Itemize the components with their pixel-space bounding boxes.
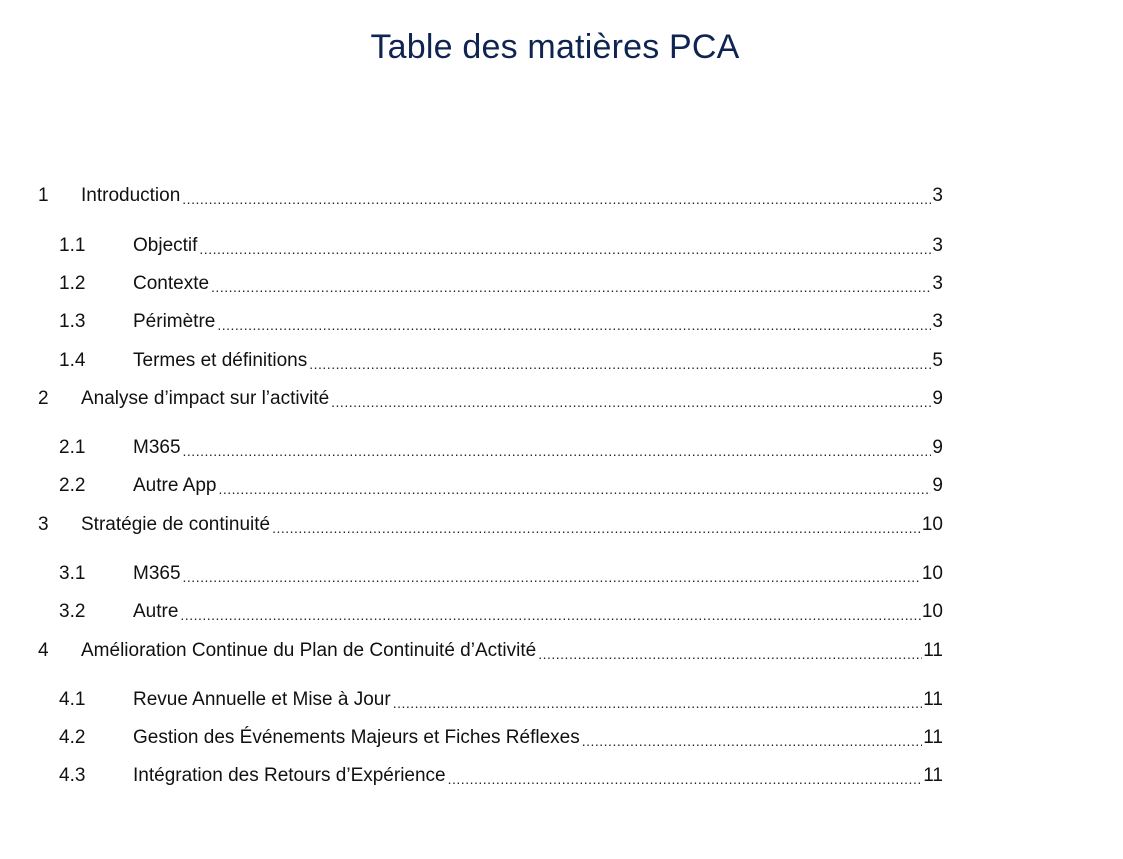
toc-entry[interactable] (59, 345, 943, 373)
toc-entry-page: 9 (932, 388, 943, 409)
toc-entry-page: 9 (932, 475, 943, 496)
toc-entry[interactable] (59, 722, 943, 750)
toc-entry-number: 4.3 (59, 765, 86, 786)
toc-entry-number: 3.2 (59, 601, 86, 622)
toc-entry-label: Revue Annuelle et Mise à Jour (133, 689, 391, 710)
toc-dot-leader (183, 436, 932, 460)
toc-entry-label: Termes et définitions (133, 350, 308, 371)
toc-entry-page: 3 (932, 273, 943, 294)
toc-entry-label: Analyse d’impact sur l’activité (81, 388, 330, 409)
toc-dot-leader (331, 387, 931, 411)
toc-entry-number: 3 (38, 514, 49, 535)
toc-dot-leader (211, 272, 931, 296)
toc-entry-number: 1 (38, 185, 49, 206)
toc-entry-number: 3.1 (59, 563, 86, 584)
toc-dot-leader (538, 639, 922, 663)
toc-entry[interactable] (59, 558, 943, 586)
toc-dot-leader (199, 234, 931, 258)
toc-dot-leader (272, 513, 921, 537)
toc-entry-label: Objectif (133, 235, 198, 256)
toc-entry-label: Gestion des Événements Majeurs et Fiches Réflexes (133, 727, 580, 748)
toc-entry-page: 11 (923, 765, 943, 786)
toc-entry[interactable] (59, 230, 943, 258)
toc-entry-page: 11 (923, 727, 943, 748)
toc-dot-leader (448, 764, 923, 788)
toc-entry-page: 11 (923, 640, 943, 661)
toc-entry-number: 4.1 (59, 689, 86, 710)
toc-dot-leader (180, 600, 920, 624)
toc-dot-leader (582, 726, 923, 750)
toc-dot-leader (183, 562, 921, 586)
toc-entry-number: 2 (38, 388, 49, 409)
toc-entry-number: 1.1 (59, 235, 86, 256)
toc-entry-page: 11 (923, 689, 943, 710)
toc-entry[interactable] (59, 432, 943, 460)
toc-entry[interactable] (59, 268, 943, 296)
toc-entry-number: 4 (38, 640, 49, 661)
toc-entry-label: M365 (133, 437, 181, 458)
toc-entry[interactable] (38, 180, 943, 208)
toc-entry-label: Stratégie de continuité (81, 514, 271, 535)
page-title: Table des matières PCA (370, 28, 740, 66)
toc-entry-number: 1.4 (59, 350, 86, 371)
toc-dot-leader (217, 310, 931, 334)
toc-entry-label: Périmètre (133, 311, 216, 332)
toc-entry-label: M365 (133, 563, 181, 584)
toc-entry-label: Introduction (81, 185, 181, 206)
toc-entry-label: Amélioration Continue du Plan de Continuité d’Activité (81, 640, 537, 661)
toc-entry[interactable] (59, 596, 943, 624)
toc-entry-number: 4.2 (59, 727, 86, 748)
toc-entry-label: Autre App (133, 475, 217, 496)
toc-entry-page: 5 (932, 350, 943, 371)
toc-entry-number: 1.3 (59, 311, 86, 332)
toc-entry[interactable] (59, 760, 943, 788)
toc-entry-number: 2.2 (59, 475, 86, 496)
toc-entry[interactable] (59, 470, 943, 498)
toc-entry-page: 3 (932, 311, 943, 332)
toc-dot-leader (182, 184, 931, 208)
toc-entry[interactable] (59, 306, 943, 334)
toc-entry[interactable] (38, 383, 943, 411)
toc-entry-page: 10 (921, 563, 943, 584)
toc-entry-label: Intégration des Retours d’Expérience (133, 765, 446, 786)
toc-entry[interactable] (38, 509, 943, 537)
toc-entry-page: 10 (921, 601, 943, 622)
toc-entry-number: 2.1 (59, 437, 86, 458)
toc-entry-page: 3 (932, 235, 943, 256)
toc-entry-label: Contexte (133, 273, 210, 294)
toc-dot-leader (309, 349, 931, 373)
toc-entry-number: 1.2 (59, 273, 86, 294)
toc-entry-page: 9 (932, 437, 943, 458)
toc-dot-leader (218, 474, 931, 498)
toc-entry[interactable] (59, 684, 943, 712)
toc-entry-page: 3 (932, 185, 943, 206)
toc-entry[interactable] (38, 635, 943, 663)
toc-entry-page: 10 (921, 514, 943, 535)
toc-entry-label: Autre (133, 601, 179, 622)
toc-dot-leader (393, 688, 923, 712)
